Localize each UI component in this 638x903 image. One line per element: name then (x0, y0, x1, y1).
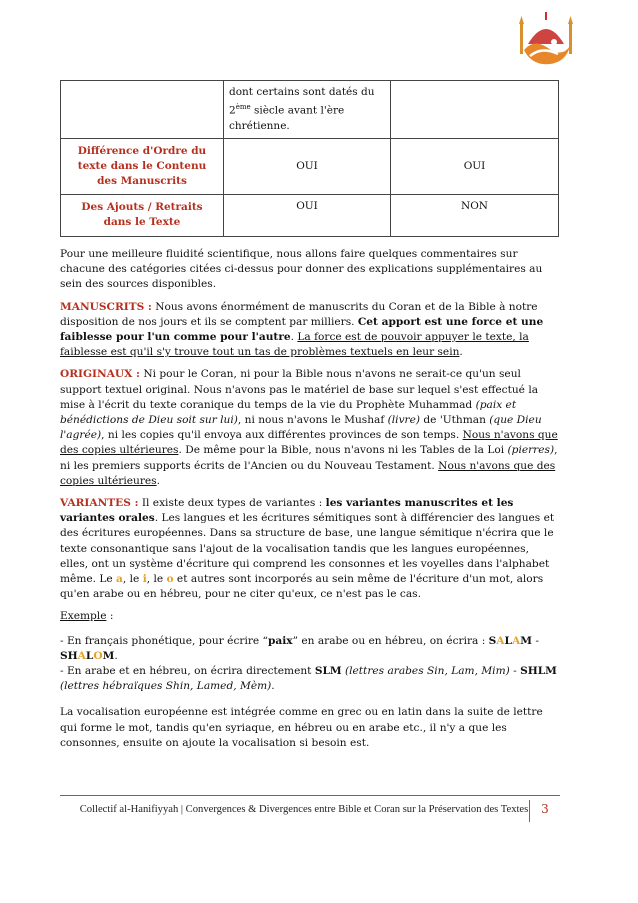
section-label: ORIGINAUX : (60, 368, 140, 381)
row-header: Différence d'Ordre du texte dans le Contenu des Manuscrits (61, 138, 224, 194)
intro-paragraph: Pour une meilleure fluidité scientifique, nous allons faire quelques commentaires sur chacune des catégories citées ci-dessus pour donner des explications supplémentaires au sein des sources disponibles. (60, 248, 543, 291)
exemple-label: Exemple : (60, 610, 114, 623)
table-row (61, 194, 559, 236)
page-number: 3 (529, 800, 560, 822)
section-label: MANUSCRITS : (60, 300, 152, 313)
table-cell (224, 81, 391, 139)
table-cell (391, 81, 559, 139)
cell-text: dont certains sont datés du (229, 86, 375, 98)
table-row (61, 81, 559, 139)
footer-text: Collectif al-Hanifiyyah | Convergences & Divergences entre Bible et Coran sur la Préservation des Textes (79, 804, 529, 815)
originaux-paragraph: ORIGINAUX : Ni pour le Coran, ni pour la Bible nous n'avons ne serait-ce qu'un seul support textuel original. Nous n'avons pas le matériel de base sur lequel s'est effectué la mise à l'écrit du texte coranique du temps de la vie du Prophète Muhammad (paix et bénédictions de Dieu soit sur lui), ni nous n'avons le Mushaf (livre) de 'Uthman (que Dieu l'agrée), ni les copies qu'il envoya aux différentes provinces de son temps. Nous n'avons que des copies ultérieures. De même pour la Bible, nous n'avons ni les Tables de la Loi (pierres), ni les premiers supports écrits de l'Ancien ou du Nouveau Testament. Nous n'avons que des copies ultérieures. (60, 368, 558, 487)
table-cell: OUI (224, 194, 391, 236)
table-cell: NON (391, 194, 559, 236)
table-cell (61, 81, 224, 139)
exemple-lines: - En français phonétique, pour écrire “paix” en arabe ou en hébreu, on écrira : SALAM - SHALOM. - En arabe et en hébreu, on écrira directement SLM (lettres arabes Sin, Lam, Mim) - SHLM (lettres hébraïques Shin, Lamed, Mèm). (60, 634, 557, 693)
conclusion-paragraph: La vocalisation européenne est intégrée comme en grec ou en latin dans la suite de lettre qui forme le mot, tandis qu'en syriaque, en hébreu ou en arabe etc., il n'y a que les consonnes, ensuite on ajoute la vocalisation si besoin est. (60, 706, 543, 749)
comparison-table (60, 80, 559, 237)
table-cell: OUI (391, 138, 559, 194)
row-header: Des Ajouts / Retraits dans le Texte (61, 194, 224, 236)
table-cell: OUI (224, 138, 391, 194)
cell-text: siècle avant l'ère (250, 104, 345, 117)
cell-text: 2 (229, 104, 236, 117)
section-label: VARIANTES : (60, 497, 139, 510)
page-footer (60, 795, 560, 816)
mosque-calligraphy-logo (514, 10, 578, 72)
table-row (61, 138, 559, 194)
variantes-paragraph: VARIANTES : Il existe deux types de variantes : les variantes manuscrites et les variantes orales. Les langues et les écritures sémitiques sont à différencier des langues et des écritures européennes. Dans sa structure de base, une langue sémitique n'écrira que le texte consonantique sans l'ajout de la vocalisation tandis que les langues européennes, elles, ont un système d'écriture qui comprend les consonnes et les voyelles dans l'alphabet même. Le a, le i, le o et autres sont incorporés au sein même de l'écriture d'un mot, alors qu'en arabe ou en hébreu, pour ne citer qu'eux, ce n'est pas le cas. (60, 497, 555, 601)
document-body (60, 247, 560, 758)
cell-text: chrétienne. (229, 119, 290, 132)
cell-superscript: ème (235, 103, 251, 111)
manuscrits-paragraph: MANUSCRITS : Nous avons énormément de manuscrits du Coran et de la Bible à notre disposition de nos jours et ils se comptent par milliers. Cet apport est une force et une faiblesse pour l'un comme pour l'autre. La force est de pouvoir appuyer le texte, la faiblesse est qu'il s'y trouve tout un tas de problèmes textuels en leur sein. (60, 300, 544, 359)
